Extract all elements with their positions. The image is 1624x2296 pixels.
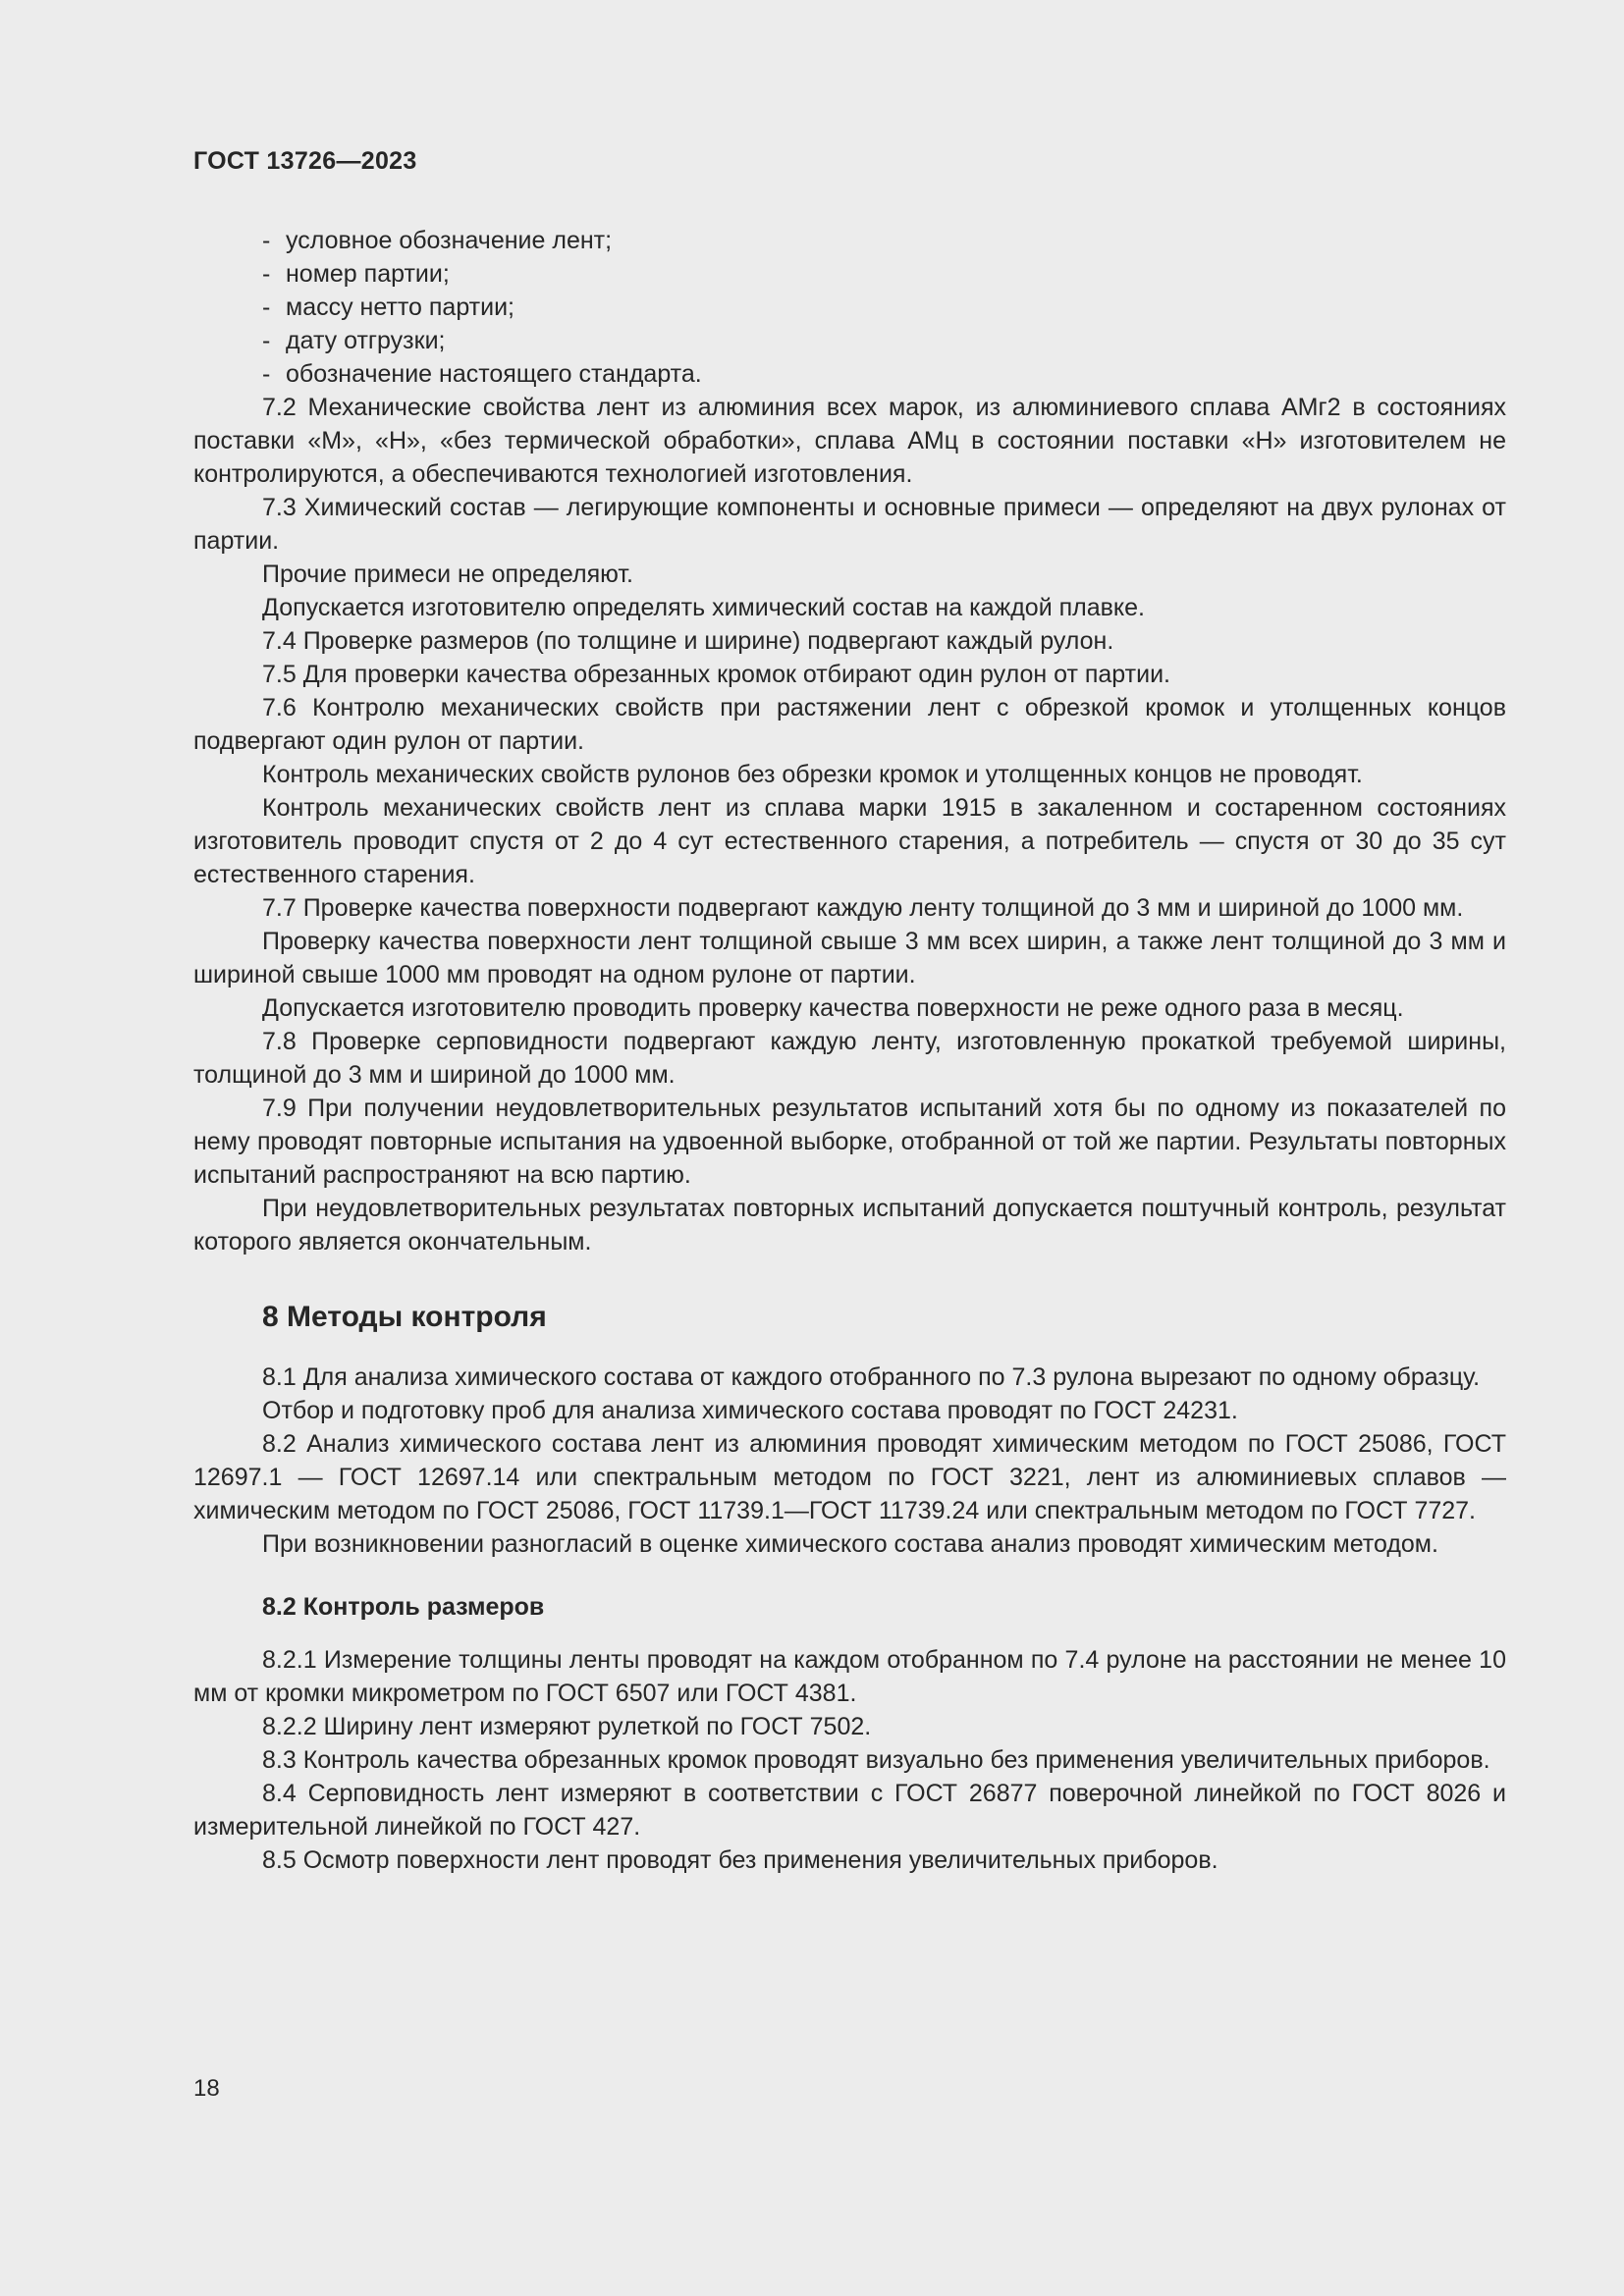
list-item: - дату отгрузки;: [193, 324, 1506, 357]
paragraph: Контроль механических свойств лент из сплава марки 1915 в закаленном и состаренном состояниях изготовитель проводит спустя от 2 до 4 сут естественного старения, а потребитель — спустя от 30 до 35 сут естественного старения.: [193, 794, 1506, 888]
paragraph: 7.4 Проверке размеров (по толщине и ширине) подвергают каждый рулон.: [262, 627, 1114, 655]
paragraph: 7.8 Проверке серповидности подвергают каждую ленту, изготовленную прокаткой требуемой ширины, толщиной до 3 мм и шириной до 1000 мм.: [193, 1028, 1506, 1089]
list-dash: -: [262, 327, 271, 354]
paragraph: 8.2.1 Измерение толщины ленты проводят на каждом отобранном по 7.4 рулоне на расстоянии не менее 10 мм от кромки микрометром по ГОСТ 6507 или ГОСТ 4381.: [193, 1646, 1506, 1707]
list-dash: -: [262, 294, 271, 321]
subsection-heading: 8.2 Контроль размеров: [262, 1593, 545, 1621]
page-number: 18: [193, 2075, 220, 2102]
paragraph: Проверку качества поверхности лент толщиной свыше 3 мм всех ширин, а также лент толщиной до 3 мм и шириной свыше 1000 мм проводят на одном рулоне от партии.: [193, 928, 1506, 988]
paragraph: 7.6 Контролю механических свойств при растяжении лент с обрезкой кромок и утолщенных концов подвергают один рулон от партии.: [193, 694, 1506, 755]
paragraph: Отбор и подготовку проб для анализа химического состава проводят по ГОСТ 24231.: [262, 1397, 1238, 1424]
paragraph: Прочие примеси не определяют.: [262, 561, 633, 588]
paragraph: 7.5 Для проверки качества обрезанных кромок отбирают один рулон от партии.: [262, 661, 1170, 688]
dash-list: [193, 224, 1506, 391]
page-content: [193, 224, 1506, 1877]
paragraph: При неудовлетворительных результатах повторных испытаний допускается поштучный контроль, результат которого является окончательным.: [193, 1195, 1506, 1255]
paragraph: Допускается изготовителю проводить проверку качества поверхности не реже одного раза в месяц.: [262, 994, 1404, 1022]
paragraph: 8.4 Серповидность лент измеряют в соответствии с ГОСТ 26877 поверочной линейкой по ГОСТ 8026 и измерительной линейкой по ГОСТ 427.: [193, 1780, 1506, 1841]
list-item: - условное обозначение лент;: [193, 224, 1506, 257]
paragraph: 7.2 Механические свойства лент из алюминия всех марок, из алюминиевого сплава АМг2 в состояниях поставки «М», «Н», «без термической обработки», сплава АМц в состоянии поставки «Н» изготовителем не контролируются, а обеспечиваются технологией изготовления.: [193, 394, 1506, 488]
paragraph: 8.2.2 Ширину лент измеряют рулеткой по ГОСТ 7502.: [262, 1713, 872, 1740]
paragraph: 7.7 Проверке качества поверхности подвергают каждую ленту толщиной до 3 мм и шириной до 1000 мм.: [262, 894, 1464, 922]
paragraph: 8.2 Анализ химического состава лент из алюминия проводят химическим методом по ГОСТ 25086, ГОСТ 12697.1 — ГОСТ 12697.14 или спектральным методом по ГОСТ 3221, лент из алюминиевых сплавов — химическим методом по ГОСТ 25086, ГОСТ 11739.1—ГОСТ 11739.24 или спектральным методом по ГОСТ 7727.: [193, 1430, 1506, 1524]
paragraph: 8.5 Осмотр поверхности лент проводят без применения увеличительных приборов.: [262, 1846, 1218, 1874]
paragraph: При возникновении разногласий в оценке химического состава анализ проводят химическим методом.: [262, 1530, 1438, 1558]
paragraph: Допускается изготовителю определять химический состав на каждой плавке.: [262, 594, 1145, 621]
section-heading: 8 Методы контроля: [262, 1301, 547, 1333]
document-header: ГОСТ 13726—2023: [193, 147, 417, 175]
list-item: - номер партии;: [193, 257, 1506, 291]
paragraph: 7.9 При получении неудовлетворительных результатов испытаний хотя бы по одному из показателей по нему проводят повторные испытания на удвоенной выборке, отобранной от той же партии. Результаты повторных испытаний распространяют на всю партию.: [193, 1095, 1506, 1189]
list-dash: -: [262, 227, 271, 254]
list-item: - массу нетто партии;: [193, 291, 1506, 324]
paragraph: 7.3 Химический состав — легирующие компоненты и основные примеси — определяют на двух рулонах от партии.: [193, 494, 1506, 555]
list-dash: -: [262, 360, 271, 388]
list-item: - обозначение настоящего стандарта.: [193, 357, 1506, 391]
paragraph: Контроль механических свойств рулонов без обрезки кромок и утолщенных концов не проводят.: [262, 761, 1363, 788]
paragraph: 8.3 Контроль качества обрезанных кромок проводят визуально без применения увеличительных приборов.: [262, 1746, 1490, 1774]
paragraph: 8.1 Для анализа химического состава от каждого отобранного по 7.3 рулона вырезают по одному образцу.: [262, 1363, 1481, 1391]
list-dash: -: [262, 260, 271, 288]
